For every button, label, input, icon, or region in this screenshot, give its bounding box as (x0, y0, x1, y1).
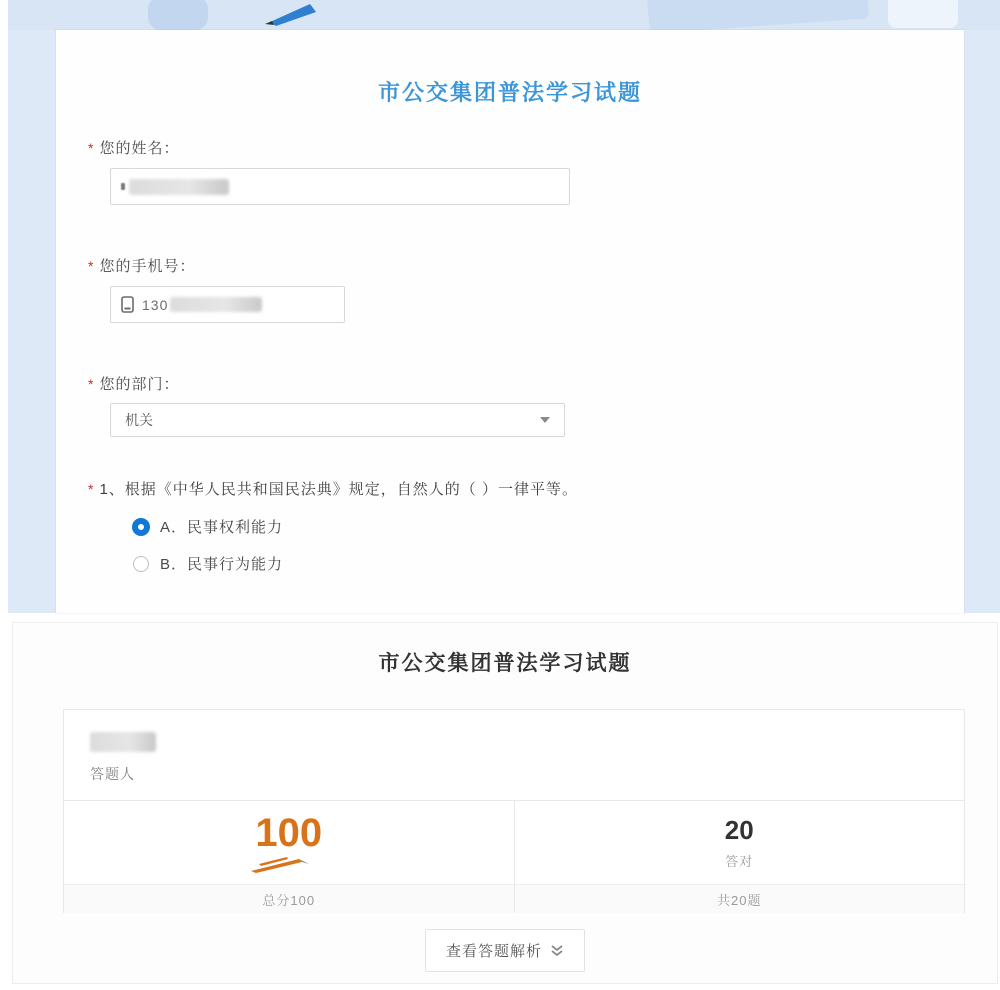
view-analysis-label: 查看答题解析 (445, 943, 543, 960)
correct-count-label: 答对 (725, 853, 754, 869)
correct-cell (515, 801, 965, 885)
required-marker: * (88, 258, 95, 274)
view-analysis-button[interactable] (425, 929, 585, 972)
phone-field-label: * 您的手机号： (88, 258, 196, 275)
banner-blob (647, 0, 869, 30)
double-chevron-down-icon (550, 944, 564, 958)
answerer-label: 答题人 (90, 766, 135, 782)
radio-unselected-icon[interactable] (133, 556, 149, 572)
required-marker: * (88, 481, 95, 497)
score-underline-swoosh-icon (249, 855, 311, 873)
required-marker: * (88, 140, 95, 156)
form-title: 市公交集团普法学习试题 (377, 80, 642, 105)
question-1-option-b[interactable] (133, 553, 283, 574)
required-marker: * (88, 376, 95, 392)
result-card (63, 709, 965, 913)
score-row (64, 800, 964, 885)
result-screen (12, 622, 998, 984)
option-a-label: A．民事权利能力 (160, 519, 284, 536)
banner-blob (148, 0, 208, 30)
score-value: 100 (255, 811, 323, 855)
department-field-label: * 您的部门： (88, 376, 180, 393)
name-field-label: * 您的姓名： (88, 140, 180, 157)
right-background-strip (964, 0, 1000, 613)
redacted-name-start (121, 183, 125, 190)
name-input[interactable] (110, 168, 570, 205)
total-questions-footer: 共20题 (717, 892, 762, 908)
option-b-label: B．民事行为能力 (160, 556, 284, 573)
phone-input[interactable] (110, 286, 345, 323)
decorative-banner (8, 0, 1000, 30)
department-selected-value: 机关 (125, 412, 153, 428)
correct-count-value: 20 (724, 814, 754, 845)
result-card-footer (64, 884, 964, 913)
redacted-name-value (129, 179, 229, 195)
question-1-text: * 1、根据《中华人民共和国民法典》规定，自然人的（ ）一律平等。 (88, 481, 578, 498)
banner-blob (888, 0, 958, 28)
mobile-phone-icon (121, 296, 134, 313)
department-select[interactable] (110, 403, 565, 437)
result-title: 市公交集团普法学习试题 (378, 652, 632, 675)
left-background-strip (8, 0, 56, 613)
phone-visible-prefix: 130 (142, 296, 169, 313)
question-1-option-a[interactable] (133, 516, 283, 537)
total-score-footer: 总分100 (64, 885, 515, 913)
redacted-phone-value (170, 297, 262, 312)
dropdown-caret-icon (540, 417, 550, 423)
answerer-block (90, 732, 156, 784)
redacted-answerer-name (90, 732, 156, 752)
score-cell (64, 801, 515, 885)
radio-selected-icon[interactable] (133, 519, 149, 535)
pen-icon (248, 0, 318, 30)
